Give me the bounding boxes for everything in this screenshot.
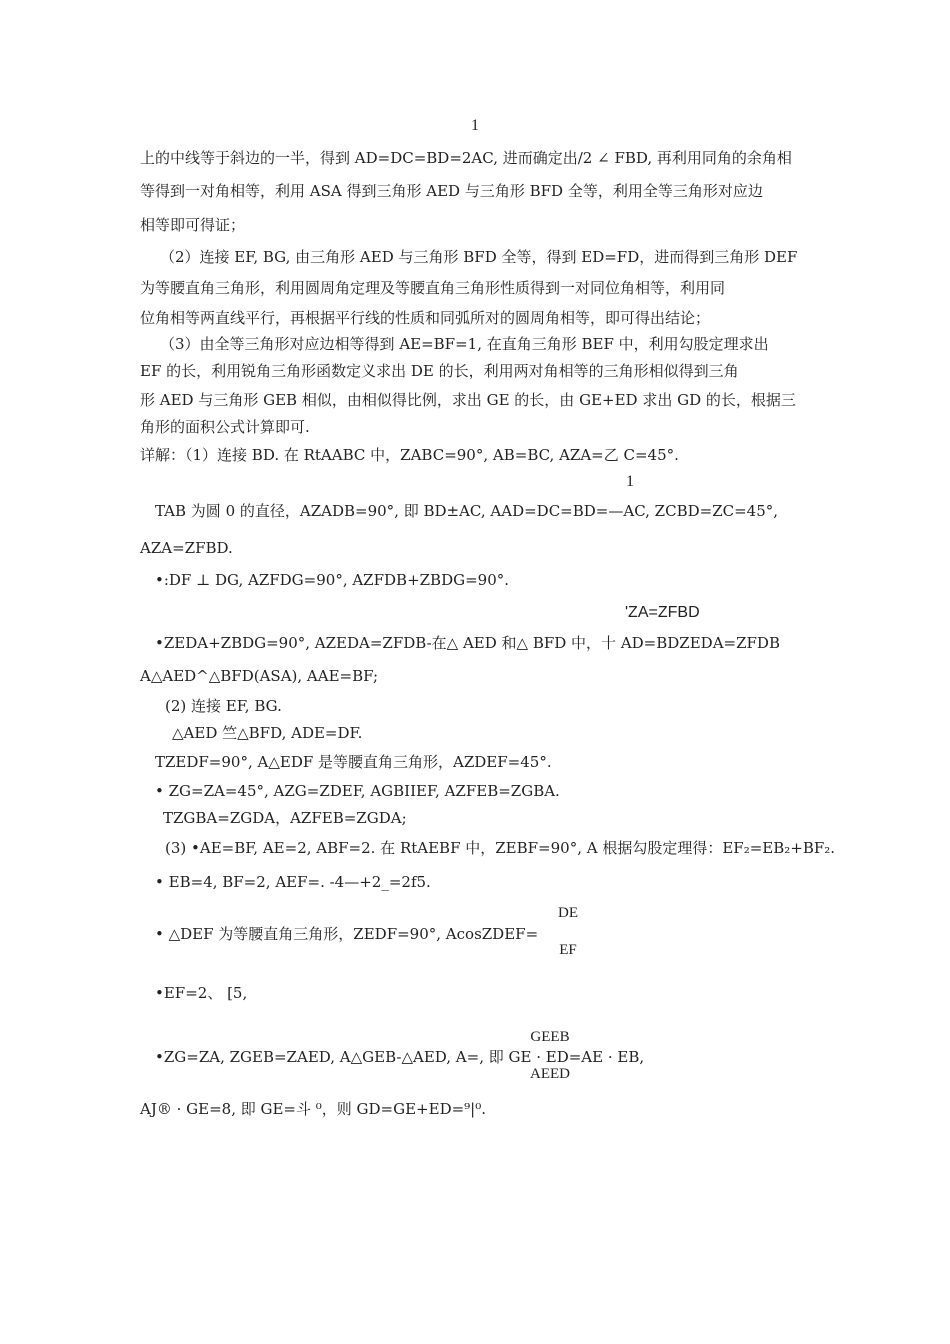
solution-line: A△AED^△BFD(ASA), AAE=BF; bbox=[140, 667, 379, 685]
analysis-line: 等得到一对角相等，利用 ASA 得到三角形 AED 与三角形 BFD 全等，利用全等三角形对应边 bbox=[140, 182, 763, 200]
solution-line: •:DF ⊥ DG, AZFDG=90°, AZFDB+ZBDG=90°. bbox=[155, 571, 510, 589]
analysis-line: 角形的面积公式计算即可. bbox=[140, 418, 310, 436]
solution-line: AZA=ZFBD. bbox=[140, 539, 233, 557]
analysis-line: （2）连接 EF, BG, 由三角形 AED 与三角形 BFD 全等，得到 ED=FD，进而得到三角形 DEF bbox=[160, 248, 798, 266]
fraction-numerator: GEEB bbox=[530, 1029, 570, 1045]
analysis-line: 形 AED 与三角形 GEB 相似，由相似得比例，求出 GE 的长，由 GE+ED 求出 GD 的长，根据三 bbox=[140, 391, 796, 409]
solution-line: • △DEF 为等腰直角三角形，ZEDF=90°, AcosZDEF= bbox=[155, 925, 539, 943]
solution-line: •ZG=ZA, ZGEB=ZAED, A△GEB-△AED, A=, 即 GE · ED=AE · EB, bbox=[155, 1048, 645, 1066]
solution-line: △AED 竺△BFD, ADE=DF. bbox=[172, 724, 363, 742]
analysis-line: 相等即可得证； bbox=[140, 216, 246, 234]
analysis-line: EF 的长，利用锐角三角形函数定义求出 DE 的长，利用两对角相等的三角形相似得到三角 bbox=[140, 362, 739, 380]
page-top-number: 1 bbox=[471, 117, 479, 134]
analysis-line: 位角相等两直线平行，再根据平行线的性质和同弧所对的圆周角相等，即可得出结论； bbox=[140, 309, 711, 327]
analysis-line: 为等腰直角三角形，利用圆周角定理及等腰直角三角形性质得到一对同位角相等，利用同 bbox=[140, 279, 726, 297]
solution-line: AJ® · GE=8, 即 GE=斗 ⁰，则 GD=GE+ED=⁹|⁰. bbox=[140, 1100, 487, 1118]
solution-line: •ZEDA+ZBDG=90°, AZEDA=ZFDB-在△ AED 和△ BFD 中，十 AD=BDZEDA=ZFDB bbox=[155, 634, 780, 652]
solution-line: • ZG=ZA=45°, AZG=ZDEF, AGBIIEF, AZFEB=ZGBA. bbox=[155, 782, 560, 800]
fraction-numerator: DE bbox=[558, 905, 578, 921]
solution-brace-line: 'ZA=ZFBD bbox=[625, 604, 700, 621]
solution-line: •EF=2、 [5, bbox=[155, 984, 248, 1002]
solution-line: TZEDF=90°, A△EDF 是等腰直角三角形，AZDEF=45°. bbox=[155, 753, 552, 771]
fraction-denominator: AEED bbox=[530, 1066, 570, 1082]
solution-line: (2) 连接 EF, BG. bbox=[165, 697, 282, 715]
solution-line: TZGBA=ZGDA，AZFEB=ZGDA; bbox=[163, 809, 407, 827]
fraction-denominator: EF bbox=[559, 942, 577, 958]
solution-line: • EB=4, BF=2, AEF=. -4—+2_=2f5. bbox=[155, 873, 431, 891]
solution-line: (3) •AE=BF, AE=2, ABF=2. 在 RtAEBF 中，ZEBF=90°, A 根据勾股定理得：EF₂=EB₂+BF₂. bbox=[165, 839, 836, 857]
fraction-numerator: 1 bbox=[626, 473, 634, 490]
solution-line: TAB 为圆 0 的直径，AZADB=90°, 即 BD±AC, AAD=DC=BD=—AC, ZCBD=ZC=45°, bbox=[155, 502, 779, 520]
solution-intro: 详解：（1）连接 BD. 在 RtAABC 中，ZABC=90°, AB=BC, AZA=乙 C=45°. bbox=[140, 446, 679, 464]
analysis-line: （3）由全等三角形对应边相等得到 AE=BF=1, 在直角三角形 BEF 中，利用勾股定理求出 bbox=[160, 335, 769, 353]
analysis-line: 上的中线等于斜边的一半，得到 AD=DC=BD=2AC, 进而确定出/2 ∠ FBD, 再利用同角的余角相 bbox=[140, 149, 792, 167]
